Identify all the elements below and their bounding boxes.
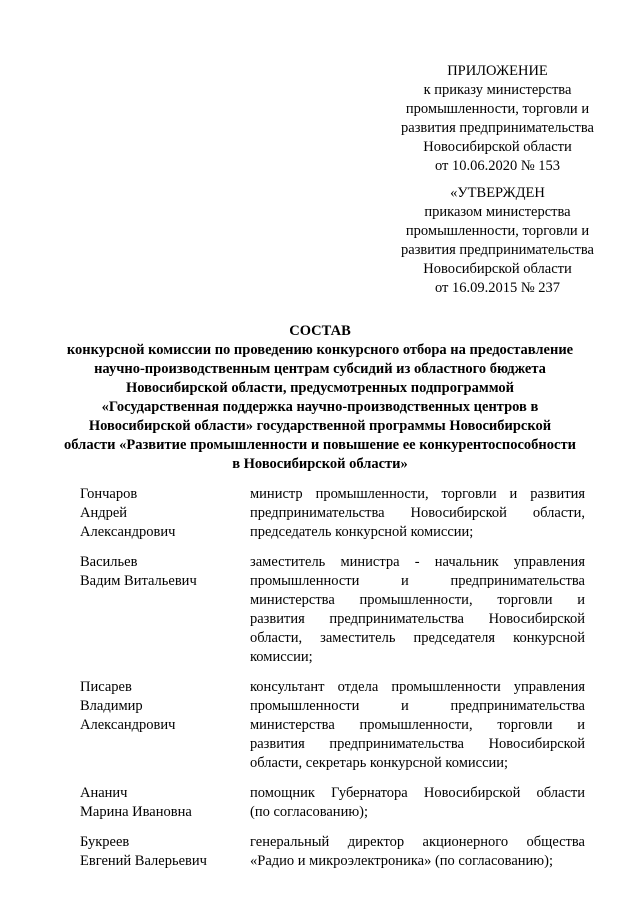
approved-line: приказом министерства: [424, 204, 571, 220]
title-line: Новосибирской области, предусмотренных подпрограммой: [125, 380, 515, 396]
title-line: «Государственная поддержка научно-производственных центров в: [101, 399, 539, 415]
member-role-line: «Радио и микроэлектроника» (по согласованию);: [250, 853, 553, 869]
title-line: области «Развитие промышленности и повышение ее конкурентоспособности: [64, 437, 576, 453]
member-role-line: заместитель министра - начальник управления: [250, 554, 585, 570]
member-role-line: комиссии;: [250, 649, 313, 665]
member-role-line: предпринимательства Новосибирской области,: [250, 505, 585, 521]
member-role: [250, 833, 585, 871]
member-name-line: Писарев: [80, 679, 132, 695]
title-line: научно-производственным центрам субсидий из областного бюджета: [94, 361, 546, 377]
member-row: [80, 784, 585, 822]
member-name-line: Букреев: [80, 834, 130, 850]
member-name: [80, 784, 250, 822]
appendix-line: ПРИЛОЖЕНИЕ: [447, 63, 548, 79]
member-role-line: (по согласованию);: [250, 804, 369, 820]
member-role-line: помощник Губернатора Новосибирской области: [250, 785, 585, 801]
member-name-line: Андрей: [80, 505, 128, 521]
appendix-line: развития предпринимательства: [401, 120, 594, 136]
member-role: [250, 784, 585, 822]
member-name-line: Васильев: [80, 554, 138, 570]
appendix-line: Новосибирской области: [423, 139, 572, 155]
commission-members-list: [80, 485, 585, 882]
member-name: [80, 678, 250, 773]
member-name-line: Ананич: [80, 785, 128, 801]
member-name-line: Александрович: [80, 717, 176, 733]
member-name-line: Владимир: [80, 698, 143, 714]
approved-line: от 16.09.2015 № 237: [434, 280, 561, 296]
member-role-line: области, заместитель председателя конкурсной: [250, 630, 585, 646]
member-row: [80, 678, 585, 773]
appendix-line: промышленности, торговли и: [405, 101, 590, 117]
member-role: [250, 553, 585, 667]
member-role-line: генеральный директор акционерного общества: [250, 834, 585, 850]
title-line: конкурсной комиссии по проведению конкурсного отбора на предоставление: [66, 342, 574, 358]
member-role-line: промышленности и предпринимательства: [250, 698, 585, 714]
member-name-line: Марина Ивановна: [80, 804, 192, 820]
member-name: [80, 833, 250, 871]
member-role-line: развития предпринимательства Новосибирской: [250, 611, 585, 627]
member-row: [80, 553, 585, 667]
member-role-line: министерства промышленности, торговли и: [250, 592, 585, 608]
appendix-stamp: [385, 62, 610, 176]
approved-line: Новосибирской области: [423, 261, 572, 277]
member-role: [250, 485, 585, 542]
member-role-line: развития предпринимательства Новосибирской: [250, 736, 585, 752]
member-row: [80, 485, 585, 542]
title-line: в Новосибирской области»: [232, 456, 408, 472]
member-name-line: Евгений Валерьевич: [80, 853, 207, 869]
member-role-line: председатель конкурсной комиссии;: [250, 524, 474, 540]
member-role-line: министр промышленности, торговли и развития: [250, 486, 585, 502]
member-row: [80, 833, 585, 871]
member-name-line: Гончаров: [80, 486, 138, 502]
approved-line: «УТВЕРЖДЕН: [450, 185, 545, 201]
approved-line: развития предпринимательства: [401, 242, 594, 258]
member-role-line: промышленности и предпринимательства: [250, 573, 585, 589]
approved-stamp: [385, 184, 610, 298]
member-name: [80, 485, 250, 542]
member-role-line: области, секретарь конкурсной комиссии;: [250, 755, 509, 771]
document-title: [60, 322, 580, 474]
member-name-line: Вадим Витальевич: [80, 573, 197, 589]
member-role-line: министерства промышленности, торговли и: [250, 717, 585, 733]
member-name: [80, 553, 250, 667]
member-role-line: консультант отдела промышленности управления: [250, 679, 585, 695]
title-heading: СОСТАВ: [289, 323, 351, 339]
member-name-line: Александрович: [80, 524, 176, 540]
appendix-line: от 10.06.2020 № 153: [434, 158, 561, 174]
approved-line: промышленности, торговли и: [405, 223, 590, 239]
title-line: Новосибирской области» государственной программы Новосибирской: [88, 418, 552, 434]
appendix-line: к приказу министерства: [423, 82, 572, 98]
member-role: [250, 678, 585, 773]
